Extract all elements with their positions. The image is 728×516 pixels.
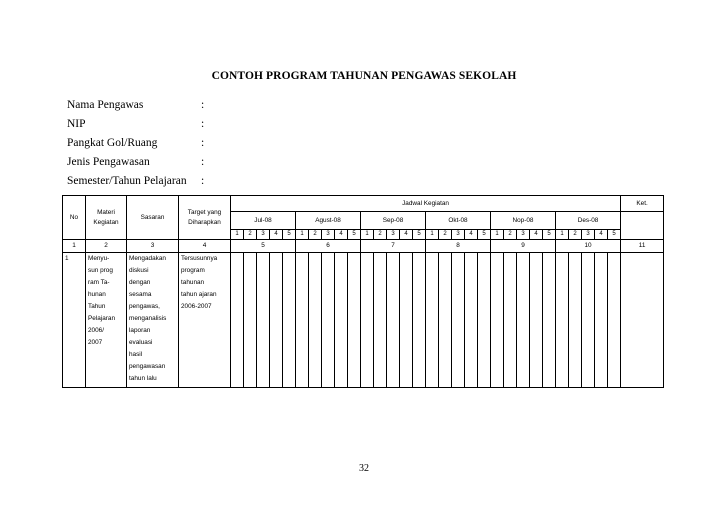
week-number: 5	[413, 230, 426, 240]
identity-label: Pangkat Gol/Ruang	[67, 137, 158, 149]
schedule-cell	[387, 253, 400, 388]
schedule-cell	[270, 253, 283, 388]
header-no: No	[63, 196, 86, 240]
week-number: 3	[452, 230, 465, 240]
header-target-line: Target yang	[187, 209, 222, 217]
week-number: 1	[426, 230, 439, 240]
week-number: 2	[244, 230, 257, 240]
identity-colon: :	[201, 137, 205, 149]
schedule-cell	[543, 253, 556, 388]
schedule-cell	[491, 253, 504, 388]
sasaran-line: sesama	[129, 291, 152, 298]
materi-line: 2007	[88, 339, 103, 346]
week-number: 3	[322, 230, 335, 240]
month-header: Sep-08	[361, 212, 426, 230]
week-number: 2	[569, 230, 582, 240]
week-number: 2	[504, 230, 517, 240]
schedule-cell	[556, 253, 569, 388]
schedule-cell	[348, 253, 361, 388]
ket-cell	[621, 253, 664, 388]
header-ket: Ket.	[621, 196, 664, 212]
schedule-cell	[608, 253, 621, 388]
schedule-cell	[322, 253, 335, 388]
schedule-cell	[595, 253, 608, 388]
column-number: 6	[296, 240, 361, 253]
schedule-cell	[478, 253, 491, 388]
sasaran-line: evaluasi	[129, 339, 153, 346]
week-number: 5	[283, 230, 296, 240]
column-number: 8	[426, 240, 491, 253]
sasaran-line: pengawas,	[129, 303, 160, 310]
identity-colon: :	[201, 156, 205, 168]
schedule-cell	[361, 253, 374, 388]
program-table	[62, 195, 664, 388]
identity-colon: :	[201, 99, 205, 111]
sasaran-line: dengan	[129, 279, 151, 286]
identity-colon: :	[201, 175, 205, 187]
schedule-cell	[283, 253, 296, 388]
page-number: 32	[359, 463, 369, 474]
week-number: 3	[387, 230, 400, 240]
week-number: 1	[556, 230, 569, 240]
week-number: 3	[517, 230, 530, 240]
month-header: Jul-08	[231, 212, 296, 230]
materi-line: Menyu-	[88, 255, 110, 262]
week-number: 1	[296, 230, 309, 240]
materi-line: sun prog	[88, 267, 113, 274]
schedule-cell	[517, 253, 530, 388]
target-line: program	[181, 267, 205, 274]
row-no-value: 1	[65, 255, 69, 262]
schedule-cell	[569, 253, 582, 388]
ket-header-blank	[621, 212, 664, 240]
materi-line: hunan	[88, 291, 106, 298]
column-number: 5	[231, 240, 296, 253]
column-number-row	[63, 240, 664, 253]
sasaran-line: menganalisis	[129, 315, 167, 322]
header-materi	[86, 196, 127, 240]
schedule-cell	[400, 253, 413, 388]
target-line: tahunan	[181, 279, 205, 286]
schedule-cell	[231, 253, 244, 388]
target-line: Tersusunnya	[181, 255, 218, 262]
schedule-cell	[504, 253, 517, 388]
week-number: 1	[231, 230, 244, 240]
week-number: 2	[439, 230, 452, 240]
identity-label: NIP	[67, 118, 86, 130]
column-number: 1	[63, 240, 86, 253]
header-jadwal: Jadwal Kegiatan	[231, 196, 621, 212]
column-number: 4	[179, 240, 231, 253]
target-line: tahun ajaran	[181, 291, 217, 298]
sasaran-line: laporan	[129, 327, 151, 334]
column-number: 9	[491, 240, 556, 253]
schedule-cell	[296, 253, 309, 388]
week-number: 5	[348, 230, 361, 240]
week-number: 1	[361, 230, 374, 240]
week-number: 4	[530, 230, 543, 240]
schedule-cell	[244, 253, 257, 388]
header-target-line: Diharapkan	[188, 218, 221, 226]
week-number: 4	[335, 230, 348, 240]
schedule-cell	[426, 253, 439, 388]
schedule-cell	[439, 253, 452, 388]
month-header: Nop-08	[491, 212, 556, 230]
week-number: 4	[400, 230, 413, 240]
sasaran-line: hasil	[129, 351, 143, 358]
sasaran-line: diskusi	[129, 267, 149, 274]
week-number: 3	[257, 230, 270, 240]
column-number: 11	[621, 240, 664, 253]
week-number: 4	[595, 230, 608, 240]
schedule-cell	[582, 253, 595, 388]
schedule-cell	[374, 253, 387, 388]
materi-line: ram Ta-	[88, 279, 110, 286]
header-row-top	[63, 196, 664, 212]
column-number: 3	[127, 240, 179, 253]
schedule-cell	[413, 253, 426, 388]
row-sasaran	[127, 253, 179, 388]
schedule-cell	[335, 253, 348, 388]
document-title: CONTOH PROGRAM TAHUNAN PENGAWAS SEKOLAH	[211, 70, 517, 82]
sasaran-line: Mengadakan	[129, 255, 166, 262]
sasaran-line: tahun lalu	[129, 375, 157, 382]
row-target	[179, 253, 231, 388]
schedule-cell	[257, 253, 270, 388]
row-materi	[86, 253, 127, 388]
week-number: 4	[465, 230, 478, 240]
materi-line: 2006/	[88, 327, 104, 334]
week-number: 2	[309, 230, 322, 240]
week-number: 1	[491, 230, 504, 240]
identity-label: Semester/Tahun Pelajaran	[67, 175, 187, 187]
column-number: 7	[361, 240, 426, 253]
schedule-cell	[465, 253, 478, 388]
materi-line: Tahun	[88, 303, 106, 310]
week-number: 5	[478, 230, 491, 240]
week-number: 3	[582, 230, 595, 240]
identity-colon: :	[201, 118, 205, 130]
header-target	[179, 196, 231, 240]
column-number: 2	[86, 240, 127, 253]
target-line: 2006-2007	[181, 303, 212, 310]
schedule-cell	[452, 253, 465, 388]
materi-line: Pelajaran	[88, 315, 116, 322]
sasaran-line: pengawasan	[129, 363, 166, 370]
week-number: 5	[543, 230, 556, 240]
week-number: 2	[374, 230, 387, 240]
column-number: 10	[556, 240, 621, 253]
row-no	[63, 253, 86, 388]
month-header: Okt-08	[426, 212, 491, 230]
header-materi-line: Materi	[97, 209, 115, 217]
month-header: Des-08	[556, 212, 621, 230]
identity-label: Jenis Pengawasan	[67, 156, 150, 168]
schedule-cell	[530, 253, 543, 388]
header-sasaran: Sasaran	[127, 196, 179, 240]
schedule-cell	[309, 253, 322, 388]
week-number: 5	[608, 230, 621, 240]
week-number: 4	[270, 230, 283, 240]
header-materi-line: Kegiatan	[93, 218, 119, 226]
table-row	[63, 253, 664, 388]
identity-label: Nama Pengawas	[67, 99, 144, 111]
month-header: Agust-08	[296, 212, 361, 230]
